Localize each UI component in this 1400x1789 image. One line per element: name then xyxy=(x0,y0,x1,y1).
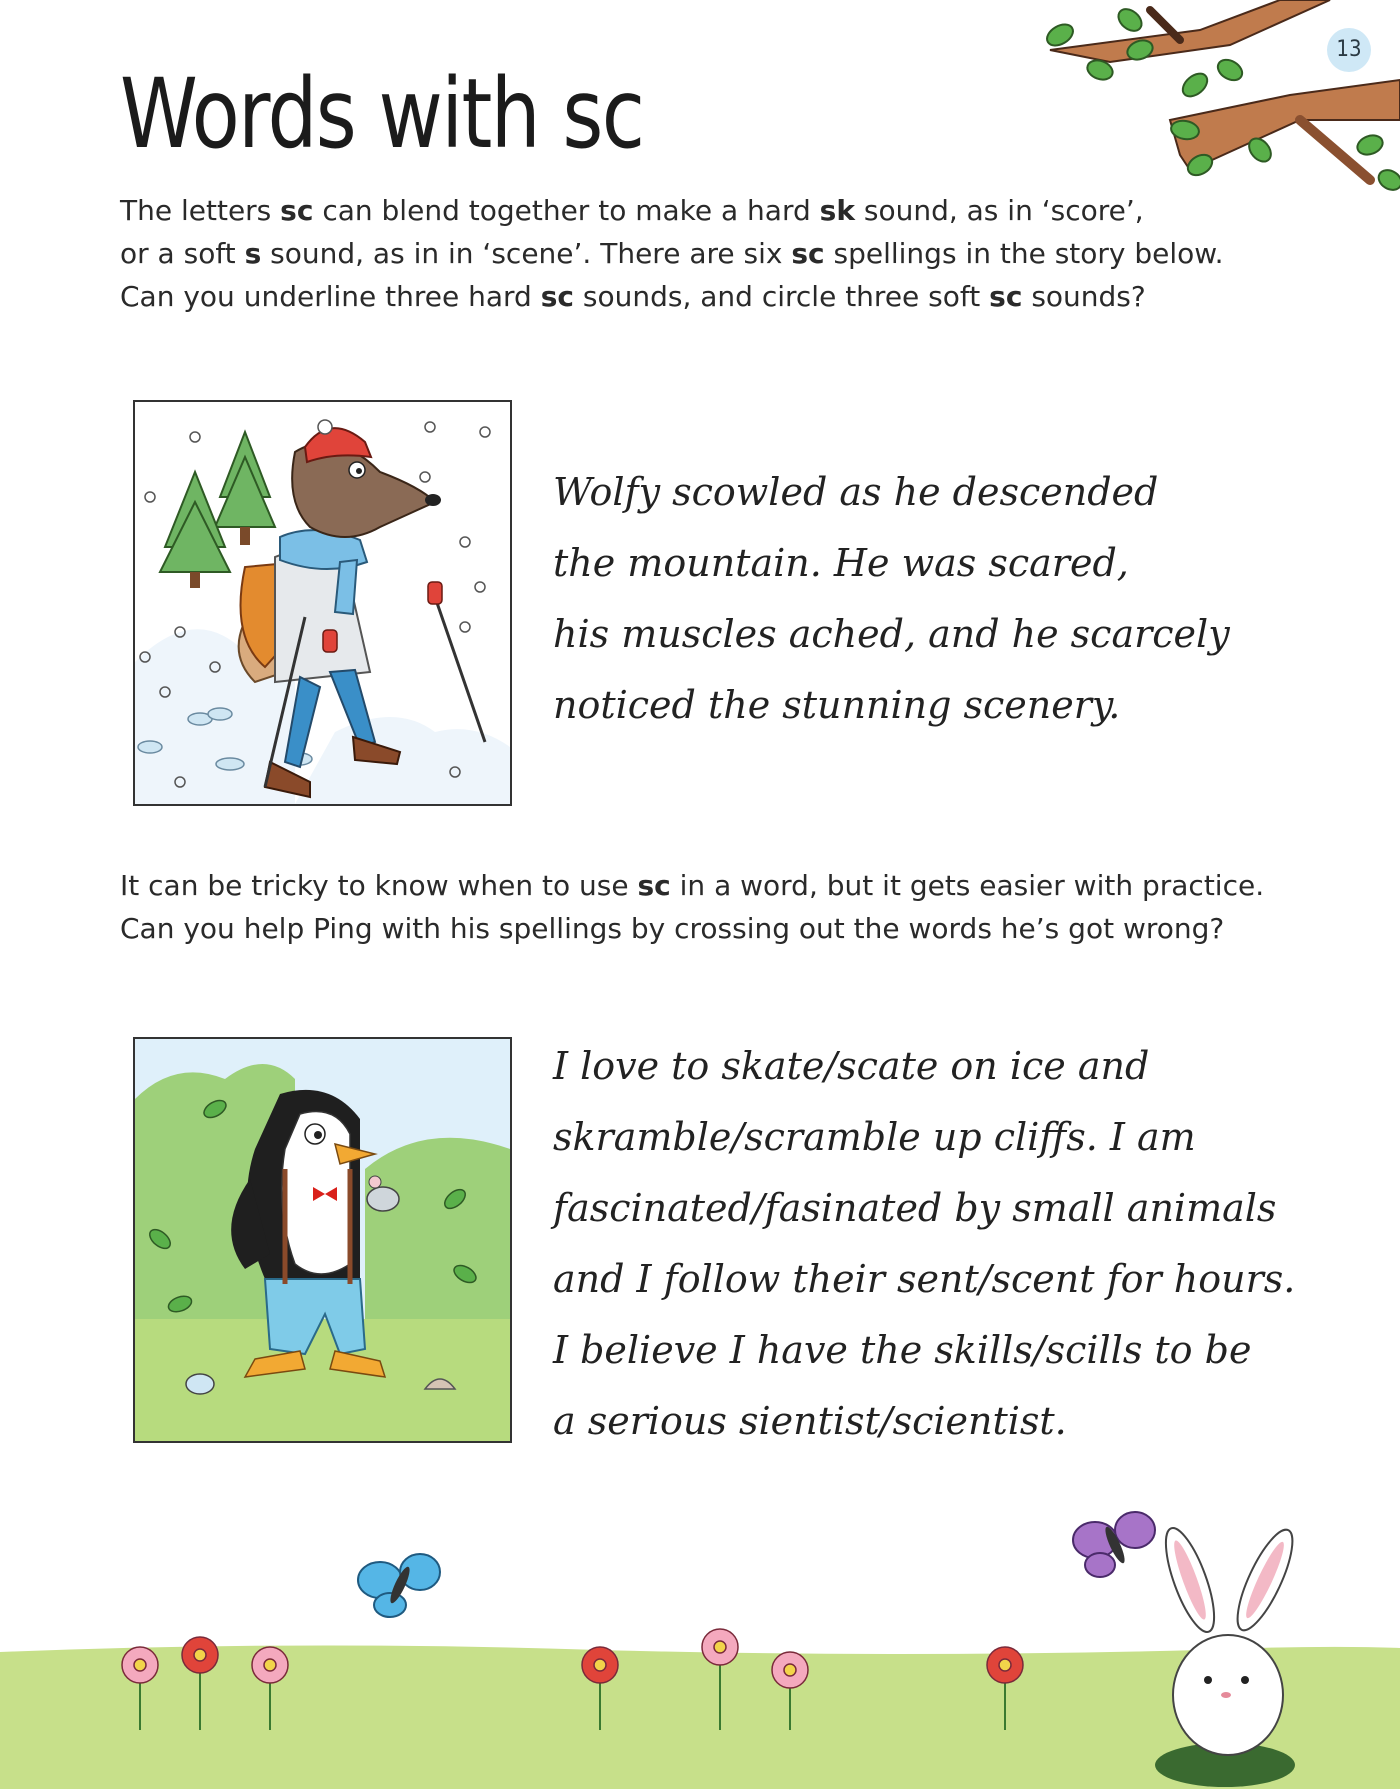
story-line: and I follow their sent/scent for hours. xyxy=(553,1257,1296,1301)
butterfly-icon xyxy=(358,1554,440,1617)
meadow-illustration xyxy=(0,1480,1400,1789)
intro-paragraph xyxy=(120,189,1320,318)
story-line: I believe I have the skills/scills to be xyxy=(553,1328,1252,1372)
page-title: Words with sc xyxy=(120,58,644,170)
intro-line-1: The letters sc can blend together to make a hard sk sound, as in ‘score’, xyxy=(120,194,1144,227)
story-line: I love to skate/scate on ice and xyxy=(553,1044,1150,1088)
story-line: his muscles ached, and he scarcely xyxy=(553,612,1230,656)
wolf-illustration-frame xyxy=(133,400,512,806)
story-line: the mountain. He was scared, xyxy=(553,541,1129,585)
story-line: fascinated/fasinated by small animals xyxy=(553,1186,1277,1230)
instructions-line-1: It can be tricky to know when to use sc in a word, but it gets easier with practice. xyxy=(120,869,1265,902)
wolf-hiker-illustration xyxy=(135,402,510,804)
story-line: noticed the stunning scenery. xyxy=(553,683,1121,727)
instructions-line-2: Can you help Ping with his spellings by crossing out the words he’s got wrong? xyxy=(120,912,1225,945)
intro-line-3: Can you underline three hard sc sounds, and circle three soft sc sounds? xyxy=(120,280,1146,313)
tree-branch-illustration xyxy=(1030,0,1400,210)
ping-illustration-frame xyxy=(133,1037,512,1443)
intro-line-2: or a soft s sound, as in in ‘scene’. There are six sc spellings in the story below. xyxy=(120,237,1224,270)
instructions-paragraph xyxy=(120,864,1370,950)
butterfly-icon xyxy=(1073,1512,1155,1577)
wolf-story xyxy=(553,457,1230,741)
story-line: Wolfy scowled as he descended xyxy=(553,470,1159,514)
story-line: a serious sientist/scientist. xyxy=(553,1399,1067,1443)
page-number: 13 xyxy=(1327,28,1371,72)
ping-spelling-story xyxy=(553,1031,1295,1457)
penguin-illustration xyxy=(135,1039,510,1441)
story-line: skramble/scramble up cliffs. I am xyxy=(553,1115,1196,1159)
